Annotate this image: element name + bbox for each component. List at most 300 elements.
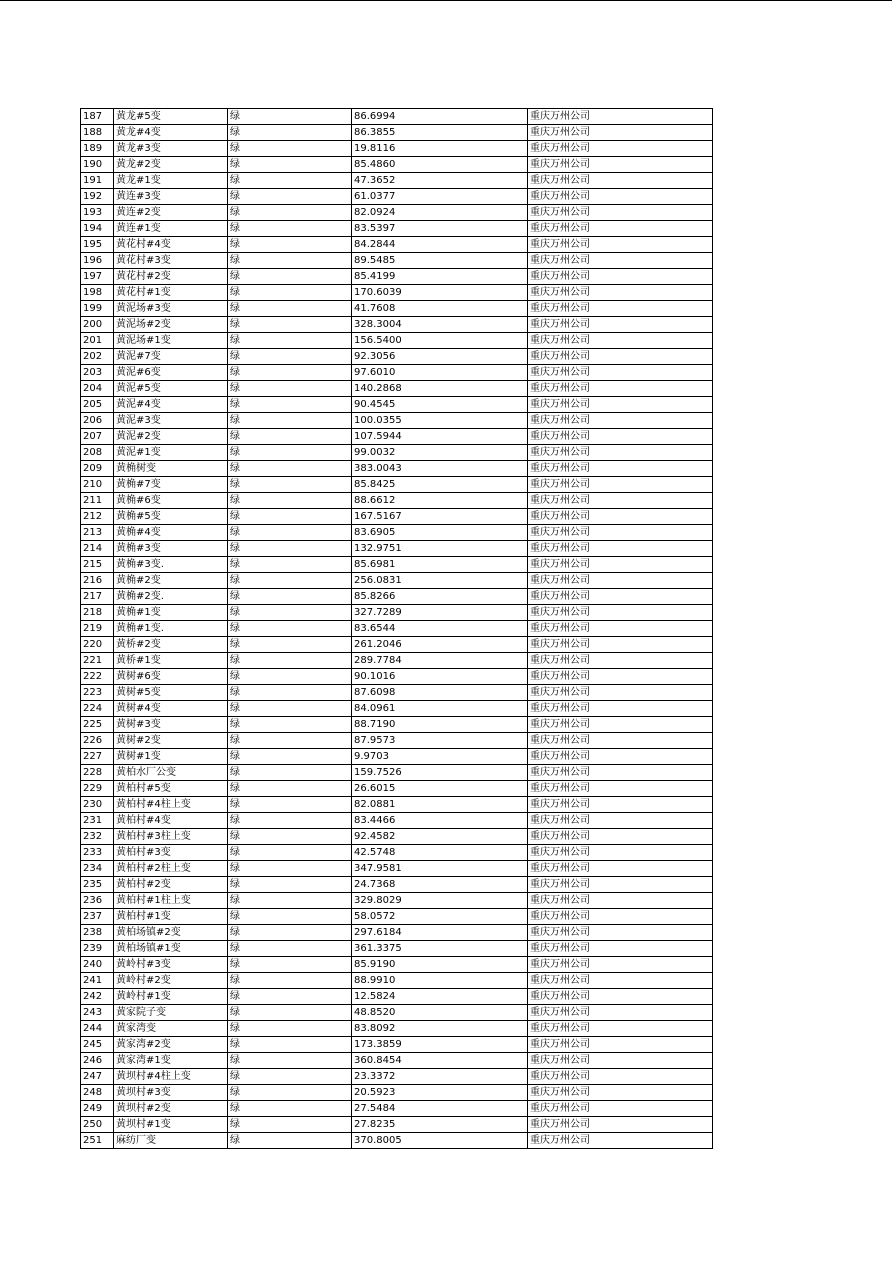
transformer-name-cell: 黄桷#6变 xyxy=(114,493,228,509)
value-cell: 140.2868 xyxy=(352,381,528,397)
transformer-name-cell: 黄花村#3变 xyxy=(114,253,228,269)
row-number-cell: 211 xyxy=(81,493,114,509)
row-number-cell: 220 xyxy=(81,637,114,653)
row-number-cell: 193 xyxy=(81,205,114,221)
row-number-cell: 201 xyxy=(81,333,114,349)
transformer-name-cell: 黄柏村#5变 xyxy=(114,781,228,797)
value-cell: 85.9190 xyxy=(352,957,528,973)
row-number-cell: 249 xyxy=(81,1101,114,1117)
transformer-name-cell: 黄龙#1变 xyxy=(114,173,228,189)
value-cell: 132.9751 xyxy=(352,541,528,557)
table-body xyxy=(81,109,713,1149)
table-row xyxy=(81,557,713,573)
value-cell: 383.0043 xyxy=(352,461,528,477)
table-row xyxy=(81,349,713,365)
transformer-name-cell: 黄家湾#2变 xyxy=(114,1037,228,1053)
transformer-name-cell: 黄龙#4变 xyxy=(114,125,228,141)
company-cell: 重庆万州公司 xyxy=(528,573,713,589)
value-cell: 86.6994 xyxy=(352,109,528,125)
company-cell: 重庆万州公司 xyxy=(528,445,713,461)
status-color-cell: 绿 xyxy=(228,509,352,525)
value-cell: 256.0831 xyxy=(352,573,528,589)
row-number-cell: 195 xyxy=(81,237,114,253)
company-cell: 重庆万州公司 xyxy=(528,733,713,749)
value-cell: 360.8454 xyxy=(352,1053,528,1069)
company-cell: 重庆万州公司 xyxy=(528,637,713,653)
value-cell: 83.6905 xyxy=(352,525,528,541)
transformer-name-cell: 黄树#5变 xyxy=(114,685,228,701)
company-cell: 重庆万州公司 xyxy=(528,189,713,205)
table-row xyxy=(81,845,713,861)
transformer-name-cell: 黄柏村#4变 xyxy=(114,813,228,829)
table-row xyxy=(81,717,713,733)
transformer-name-cell: 黄桥#1变 xyxy=(114,653,228,669)
row-number-cell: 226 xyxy=(81,733,114,749)
transformer-name-cell: 黄连#3变 xyxy=(114,189,228,205)
transformer-name-cell: 黄泥场#3变 xyxy=(114,301,228,317)
table-row xyxy=(81,253,713,269)
transformer-name-cell: 黄岭村#3变 xyxy=(114,957,228,973)
table-row xyxy=(81,477,713,493)
status-color-cell: 绿 xyxy=(228,173,352,189)
transformer-name-cell: 黄岭村#1变 xyxy=(114,989,228,1005)
table-row xyxy=(81,1021,713,1037)
company-cell: 重庆万州公司 xyxy=(528,813,713,829)
status-color-cell: 绿 xyxy=(228,797,352,813)
table-row xyxy=(81,365,713,381)
transformer-name-cell: 黄花村#4变 xyxy=(114,237,228,253)
row-number-cell: 214 xyxy=(81,541,114,557)
company-cell: 重庆万州公司 xyxy=(528,413,713,429)
company-cell: 重庆万州公司 xyxy=(528,1085,713,1101)
table-row xyxy=(81,141,713,157)
row-number-cell: 217 xyxy=(81,589,114,605)
table-row xyxy=(81,1005,713,1021)
company-cell: 重庆万州公司 xyxy=(528,1117,713,1133)
row-number-cell: 202 xyxy=(81,349,114,365)
row-number-cell: 221 xyxy=(81,653,114,669)
status-color-cell: 绿 xyxy=(228,269,352,285)
row-number-cell: 244 xyxy=(81,1021,114,1037)
company-cell: 重庆万州公司 xyxy=(528,957,713,973)
value-cell: 327.7289 xyxy=(352,605,528,621)
company-cell: 重庆万州公司 xyxy=(528,1037,713,1053)
row-number-cell: 188 xyxy=(81,125,114,141)
status-color-cell: 绿 xyxy=(228,845,352,861)
transformer-name-cell: 黄树#6变 xyxy=(114,669,228,685)
value-cell: 85.4860 xyxy=(352,157,528,173)
value-cell: 58.0572 xyxy=(352,909,528,925)
transformer-name-cell: 黄柏村#2柱上变 xyxy=(114,861,228,877)
company-cell: 重庆万州公司 xyxy=(528,989,713,1005)
transformer-name-cell: 黄柏村#3变 xyxy=(114,845,228,861)
status-color-cell: 绿 xyxy=(228,829,352,845)
value-cell: 85.8266 xyxy=(352,589,528,605)
company-cell: 重庆万州公司 xyxy=(528,941,713,957)
company-cell: 重庆万州公司 xyxy=(528,589,713,605)
company-cell: 重庆万州公司 xyxy=(528,525,713,541)
value-cell: 173.3859 xyxy=(352,1037,528,1053)
table-row xyxy=(81,973,713,989)
table-row xyxy=(81,461,713,477)
status-color-cell: 绿 xyxy=(228,589,352,605)
company-cell: 重庆万州公司 xyxy=(528,477,713,493)
company-cell: 重庆万州公司 xyxy=(528,381,713,397)
status-color-cell: 绿 xyxy=(228,333,352,349)
status-color-cell: 绿 xyxy=(228,125,352,141)
table-row xyxy=(81,1101,713,1117)
table-row xyxy=(81,413,713,429)
company-cell: 重庆万州公司 xyxy=(528,349,713,365)
value-cell: 41.7608 xyxy=(352,301,528,317)
status-color-cell: 绿 xyxy=(228,781,352,797)
company-cell: 重庆万州公司 xyxy=(528,1101,713,1117)
transformer-name-cell: 黄桥#2变 xyxy=(114,637,228,653)
row-number-cell: 251 xyxy=(81,1133,114,1149)
value-cell: 370.8005 xyxy=(352,1133,528,1149)
status-color-cell: 绿 xyxy=(228,477,352,493)
value-cell: 97.6010 xyxy=(352,365,528,381)
company-cell: 重庆万州公司 xyxy=(528,621,713,637)
transformer-name-cell: 黄树#4变 xyxy=(114,701,228,717)
status-color-cell: 绿 xyxy=(228,429,352,445)
row-number-cell: 194 xyxy=(81,221,114,237)
row-number-cell: 245 xyxy=(81,1037,114,1053)
status-color-cell: 绿 xyxy=(228,925,352,941)
company-cell: 重庆万州公司 xyxy=(528,237,713,253)
status-color-cell: 绿 xyxy=(228,877,352,893)
company-cell: 重庆万州公司 xyxy=(528,925,713,941)
table-row xyxy=(81,1037,713,1053)
company-cell: 重庆万州公司 xyxy=(528,1053,713,1069)
company-cell: 重庆万州公司 xyxy=(528,1005,713,1021)
company-cell: 重庆万州公司 xyxy=(528,1069,713,1085)
transformer-name-cell: 黄坝村#3变 xyxy=(114,1085,228,1101)
table-row xyxy=(81,957,713,973)
company-cell: 重庆万州公司 xyxy=(528,333,713,349)
status-color-cell: 绿 xyxy=(228,189,352,205)
company-cell: 重庆万州公司 xyxy=(528,605,713,621)
value-cell: 92.3056 xyxy=(352,349,528,365)
company-cell: 重庆万州公司 xyxy=(528,973,713,989)
row-number-cell: 242 xyxy=(81,989,114,1005)
transformer-name-cell: 黄家湾变 xyxy=(114,1021,228,1037)
company-cell: 重庆万州公司 xyxy=(528,557,713,573)
table-row xyxy=(81,109,713,125)
table-row xyxy=(81,829,713,845)
table-row xyxy=(81,333,713,349)
row-number-cell: 196 xyxy=(81,253,114,269)
transformer-name-cell: 黄桷#4变 xyxy=(114,525,228,541)
row-number-cell: 243 xyxy=(81,1005,114,1021)
status-color-cell: 绿 xyxy=(228,733,352,749)
value-cell: 85.6981 xyxy=(352,557,528,573)
company-cell: 重庆万州公司 xyxy=(528,285,713,301)
value-cell: 42.5748 xyxy=(352,845,528,861)
row-number-cell: 230 xyxy=(81,797,114,813)
transformer-name-cell: 黄泥#2变 xyxy=(114,429,228,445)
value-cell: 289.7784 xyxy=(352,653,528,669)
transformer-name-cell: 黄龙#3变 xyxy=(114,141,228,157)
status-color-cell: 绿 xyxy=(228,557,352,573)
transformer-name-cell: 黄泥#4变 xyxy=(114,397,228,413)
table-row xyxy=(81,909,713,925)
company-cell: 重庆万州公司 xyxy=(528,541,713,557)
row-number-cell: 199 xyxy=(81,301,114,317)
transformer-name-cell: 黄桷#2变. xyxy=(114,589,228,605)
value-cell: 82.0924 xyxy=(352,205,528,221)
value-cell: 89.5485 xyxy=(352,253,528,269)
row-number-cell: 225 xyxy=(81,717,114,733)
value-cell: 87.9573 xyxy=(352,733,528,749)
row-number-cell: 240 xyxy=(81,957,114,973)
status-color-cell: 绿 xyxy=(228,365,352,381)
transformer-name-cell: 黄柏场镇#1变 xyxy=(114,941,228,957)
row-number-cell: 215 xyxy=(81,557,114,573)
table-row xyxy=(81,605,713,621)
transformer-name-cell: 黄树#2变 xyxy=(114,733,228,749)
status-color-cell: 绿 xyxy=(228,573,352,589)
value-cell: 156.5400 xyxy=(352,333,528,349)
table-row xyxy=(81,125,713,141)
table-row xyxy=(81,1053,713,1069)
transformer-name-cell: 黄龙#5变 xyxy=(114,109,228,125)
row-number-cell: 207 xyxy=(81,429,114,445)
value-cell: 88.7190 xyxy=(352,717,528,733)
value-cell: 83.6544 xyxy=(352,621,528,637)
table-row xyxy=(81,493,713,509)
status-color-cell: 绿 xyxy=(228,1117,352,1133)
transformer-name-cell: 黄柏村#1变 xyxy=(114,909,228,925)
table-row xyxy=(81,381,713,397)
value-cell: 361.3375 xyxy=(352,941,528,957)
status-color-cell: 绿 xyxy=(228,461,352,477)
table-row xyxy=(81,637,713,653)
status-color-cell: 绿 xyxy=(228,685,352,701)
status-color-cell: 绿 xyxy=(228,1053,352,1069)
table-row xyxy=(81,573,713,589)
table-row xyxy=(81,781,713,797)
value-cell: 24.7368 xyxy=(352,877,528,893)
value-cell: 88.6612 xyxy=(352,493,528,509)
value-cell: 84.0961 xyxy=(352,701,528,717)
company-cell: 重庆万州公司 xyxy=(528,765,713,781)
status-color-cell: 绿 xyxy=(228,1037,352,1053)
table-row xyxy=(81,925,713,941)
row-number-cell: 189 xyxy=(81,141,114,157)
row-number-cell: 187 xyxy=(81,109,114,125)
company-cell: 重庆万州公司 xyxy=(528,749,713,765)
row-number-cell: 219 xyxy=(81,621,114,637)
transformer-name-cell: 黄树#3变 xyxy=(114,717,228,733)
table-row xyxy=(81,653,713,669)
value-cell: 170.6039 xyxy=(352,285,528,301)
transformer-name-cell: 黄桷#3变 xyxy=(114,541,228,557)
company-cell: 重庆万州公司 xyxy=(528,893,713,909)
table-row xyxy=(81,749,713,765)
status-color-cell: 绿 xyxy=(228,285,352,301)
status-color-cell: 绿 xyxy=(228,637,352,653)
status-color-cell: 绿 xyxy=(228,749,352,765)
value-cell: 90.4545 xyxy=(352,397,528,413)
company-cell: 重庆万州公司 xyxy=(528,365,713,381)
status-color-cell: 绿 xyxy=(228,413,352,429)
company-cell: 重庆万州公司 xyxy=(528,141,713,157)
table-row xyxy=(81,317,713,333)
transformer-name-cell: 黄柏村#2变 xyxy=(114,877,228,893)
table-row xyxy=(81,685,713,701)
row-number-cell: 237 xyxy=(81,909,114,925)
company-cell: 重庆万州公司 xyxy=(528,397,713,413)
status-color-cell: 绿 xyxy=(228,541,352,557)
value-cell: 86.3855 xyxy=(352,125,528,141)
company-cell: 重庆万州公司 xyxy=(528,109,713,125)
value-cell: 12.5824 xyxy=(352,989,528,1005)
row-number-cell: 235 xyxy=(81,877,114,893)
status-color-cell: 绿 xyxy=(228,957,352,973)
data-table xyxy=(80,108,713,1149)
value-cell: 159.7526 xyxy=(352,765,528,781)
value-cell: 85.8425 xyxy=(352,477,528,493)
row-number-cell: 192 xyxy=(81,189,114,205)
table-row xyxy=(81,509,713,525)
transformer-name-cell: 黄坝村#4柱上变 xyxy=(114,1069,228,1085)
status-color-cell: 绿 xyxy=(228,941,352,957)
company-cell: 重庆万州公司 xyxy=(528,157,713,173)
status-color-cell: 绿 xyxy=(228,141,352,157)
company-cell: 重庆万州公司 xyxy=(528,829,713,845)
status-color-cell: 绿 xyxy=(228,157,352,173)
transformer-name-cell: 黄桷#3变. xyxy=(114,557,228,573)
status-color-cell: 绿 xyxy=(228,989,352,1005)
company-cell: 重庆万州公司 xyxy=(528,1133,713,1149)
table-row xyxy=(81,877,713,893)
value-cell: 297.6184 xyxy=(352,925,528,941)
value-cell: 83.4466 xyxy=(352,813,528,829)
value-cell: 48.8520 xyxy=(352,1005,528,1021)
company-cell: 重庆万州公司 xyxy=(528,717,713,733)
row-number-cell: 224 xyxy=(81,701,114,717)
row-number-cell: 190 xyxy=(81,157,114,173)
status-color-cell: 绿 xyxy=(228,653,352,669)
status-color-cell: 绿 xyxy=(228,525,352,541)
row-number-cell: 197 xyxy=(81,269,114,285)
transformer-name-cell: 黄连#2变 xyxy=(114,205,228,221)
status-color-cell: 绿 xyxy=(228,973,352,989)
row-number-cell: 206 xyxy=(81,413,114,429)
company-cell: 重庆万州公司 xyxy=(528,493,713,509)
status-color-cell: 绿 xyxy=(228,1133,352,1149)
company-cell: 重庆万州公司 xyxy=(528,221,713,237)
row-number-cell: 223 xyxy=(81,685,114,701)
row-number-cell: 198 xyxy=(81,285,114,301)
table-row xyxy=(81,429,713,445)
status-color-cell: 绿 xyxy=(228,1085,352,1101)
company-cell: 重庆万州公司 xyxy=(528,653,713,669)
table-row xyxy=(81,765,713,781)
row-number-cell: 231 xyxy=(81,813,114,829)
transformer-name-cell: 黄柏村#1柱上变 xyxy=(114,893,228,909)
transformer-name-cell: 黄树#1变 xyxy=(114,749,228,765)
company-cell: 重庆万州公司 xyxy=(528,173,713,189)
transformer-name-cell: 黄柏场镇#2变 xyxy=(114,925,228,941)
row-number-cell: 228 xyxy=(81,765,114,781)
value-cell: 100.0355 xyxy=(352,413,528,429)
table-row xyxy=(81,189,713,205)
company-cell: 重庆万州公司 xyxy=(528,669,713,685)
row-number-cell: 222 xyxy=(81,669,114,685)
transformer-name-cell: 黄桷#1变. xyxy=(114,621,228,637)
transformer-name-cell: 黄桷#1变 xyxy=(114,605,228,621)
status-color-cell: 绿 xyxy=(228,237,352,253)
value-cell: 261.2046 xyxy=(352,637,528,653)
company-cell: 重庆万州公司 xyxy=(528,797,713,813)
value-cell: 85.4199 xyxy=(352,269,528,285)
transformer-name-cell: 黄家湾#1变 xyxy=(114,1053,228,1069)
transformer-name-cell: 黄花村#2变 xyxy=(114,269,228,285)
company-cell: 重庆万州公司 xyxy=(528,909,713,925)
transformer-name-cell: 黄桷#5变 xyxy=(114,509,228,525)
transformer-name-cell: 黄柏村#4柱上变 xyxy=(114,797,228,813)
table-row xyxy=(81,861,713,877)
transformer-name-cell: 黄桷#7变 xyxy=(114,477,228,493)
value-cell: 99.0032 xyxy=(352,445,528,461)
table-row xyxy=(81,205,713,221)
transformer-name-cell: 黄岭村#2变 xyxy=(114,973,228,989)
transformer-name-cell: 黄花村#1变 xyxy=(114,285,228,301)
table-row xyxy=(81,285,713,301)
table-row xyxy=(81,397,713,413)
row-number-cell: 250 xyxy=(81,1117,114,1133)
row-number-cell: 236 xyxy=(81,893,114,909)
company-cell: 重庆万州公司 xyxy=(528,509,713,525)
company-cell: 重庆万州公司 xyxy=(528,861,713,877)
row-number-cell: 209 xyxy=(81,461,114,477)
value-cell: 328.3004 xyxy=(352,317,528,333)
status-color-cell: 绿 xyxy=(228,1005,352,1021)
value-cell: 47.3652 xyxy=(352,173,528,189)
transformer-name-cell: 黄柏水厂公变 xyxy=(114,765,228,781)
transformer-name-cell: 黄柏村#3柱上变 xyxy=(114,829,228,845)
table-row xyxy=(81,701,713,717)
value-cell: 347.9581 xyxy=(352,861,528,877)
table-row xyxy=(81,269,713,285)
status-color-cell: 绿 xyxy=(228,765,352,781)
row-number-cell: 229 xyxy=(81,781,114,797)
value-cell: 83.8092 xyxy=(352,1021,528,1037)
row-number-cell: 227 xyxy=(81,749,114,765)
table-row xyxy=(81,525,713,541)
transformer-name-cell: 黄坝村#2变 xyxy=(114,1101,228,1117)
company-cell: 重庆万州公司 xyxy=(528,205,713,221)
table-row xyxy=(81,157,713,173)
transformer-name-cell: 麻纺厂变 xyxy=(114,1133,228,1149)
page-top-rule xyxy=(0,0,892,1)
row-number-cell: 208 xyxy=(81,445,114,461)
company-cell: 重庆万州公司 xyxy=(528,845,713,861)
value-cell: 26.6015 xyxy=(352,781,528,797)
status-color-cell: 绿 xyxy=(228,381,352,397)
company-cell: 重庆万州公司 xyxy=(528,269,713,285)
row-number-cell: 247 xyxy=(81,1069,114,1085)
row-number-cell: 204 xyxy=(81,381,114,397)
table-row xyxy=(81,1133,713,1149)
value-cell: 88.9910 xyxy=(352,973,528,989)
status-color-cell: 绿 xyxy=(228,109,352,125)
table-row xyxy=(81,797,713,813)
transformer-name-cell: 黄桷树变 xyxy=(114,461,228,477)
row-number-cell: 205 xyxy=(81,397,114,413)
